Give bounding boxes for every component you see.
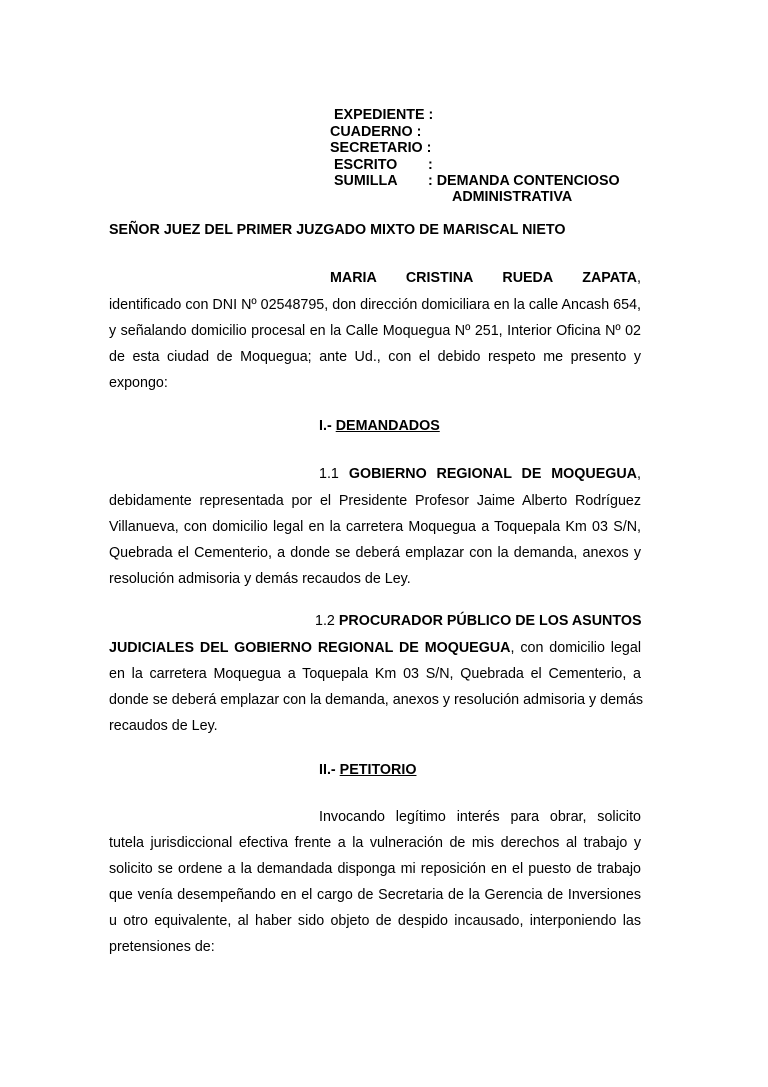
cuaderno-label: CUADERNO : [330,124,422,140]
petitorio-line: u otro equivalente, al haber sido objeto de despido incausado, interponiendo las [109,913,641,929]
item-number: 1.1 [319,466,339,482]
item-1-2-line: recaudos de Ley. [109,718,218,734]
item-1-2-line: JUDICIALES DEL GOBIERNO REGIONAL DE MOQUEGUA, con domicilio legal [109,640,642,656]
item-name: GOBIERNO REGIONAL DE MOQUEGUA [348,466,638,482]
item-name: PROCURADOR PÚBLICO DE LOS ASUNTOS [338,613,642,629]
intro-line: expongo: [109,375,168,391]
sumilla-value: : DEMANDA CONTENCIOSO [428,173,620,189]
sumilla-label: SUMILLA [334,173,398,189]
petitorio-line: pretensiones de: [109,939,215,955]
item-number: 1.2 [315,613,335,629]
item-1-2-line: en la carretera Moquegua a Toquepala Km 03 S/N, Quebrada el Cementerio, a [109,666,641,682]
section-heading-petitorio: II.- PETITORIO [319,762,417,778]
intro-line: de esta ciudad de Moquegua; ante Ud., con el debido respeto me presento y [109,349,641,365]
name-word: MARIA [330,270,377,286]
item-1-1-line: debidamente representada por el Presidente Profesor Jaime Alberto Rodríguez [109,493,641,509]
item-1-1-heading: 1.1 GOBIERNO REGIONAL DE MOQUEGUA , [319,466,641,482]
petitorio-line: tutela jurisdiccional efectiva frente a la vulneración de mis derechos al trabajo y [109,835,641,851]
petitioner-name [330,270,641,286]
secretario-label: SECRETARIO : [330,140,432,156]
name-word: ZAPATA, [582,270,641,286]
escrito-label: ESCRITO [334,157,398,173]
name-word: RUEDA [502,270,554,286]
item-1-1-line: Villanueva, con domicilio legal en la carretera Moquegua a Toquepala Km 03 S/N, [109,519,641,535]
item-1-1-line: resolución admisoria y demás recaudos de Ley. [109,571,411,587]
petitorio-line: solicito se ordene a la demandada disponga mi reposición en el puesto de trabajo [109,861,641,877]
escrito-colon: : [428,157,433,173]
section-heading-demandados: I.- DEMANDADOS [319,418,440,434]
item-1-2-heading [315,613,642,629]
addressee: SEÑOR JUEZ DEL PRIMER JUZGADO MIXTO DE MARISCAL NIETO [109,222,566,238]
expediente-label: EXPEDIENTE : [334,107,434,123]
name-word: CRISTINA [405,270,474,286]
item-1-1-line: Quebrada el Cementerio, a donde se deberá emplazar con la demanda, anexos y [109,545,641,561]
sumilla-value-2: ADMINISTRATIVA [452,189,573,205]
intro-line: identificado con DNI Nº 02548795, don dirección domiciliara en la calle Ancash 654, [109,297,641,313]
intro-line: y señalando domicilio procesal en la Calle Moquegua Nº 251, Interior Oficina Nº 02 [109,323,641,339]
item-1-2-line: donde se deberá emplazar con la demanda, anexos y resolución admisoria y demás [109,692,644,708]
petitorio-first-line: Invocando legítimo interés para obrar, solicito [319,809,641,825]
petitorio-line: que venía desempeñando en el cargo de Secretaria de la Gerencia de Inversiones [109,887,641,903]
